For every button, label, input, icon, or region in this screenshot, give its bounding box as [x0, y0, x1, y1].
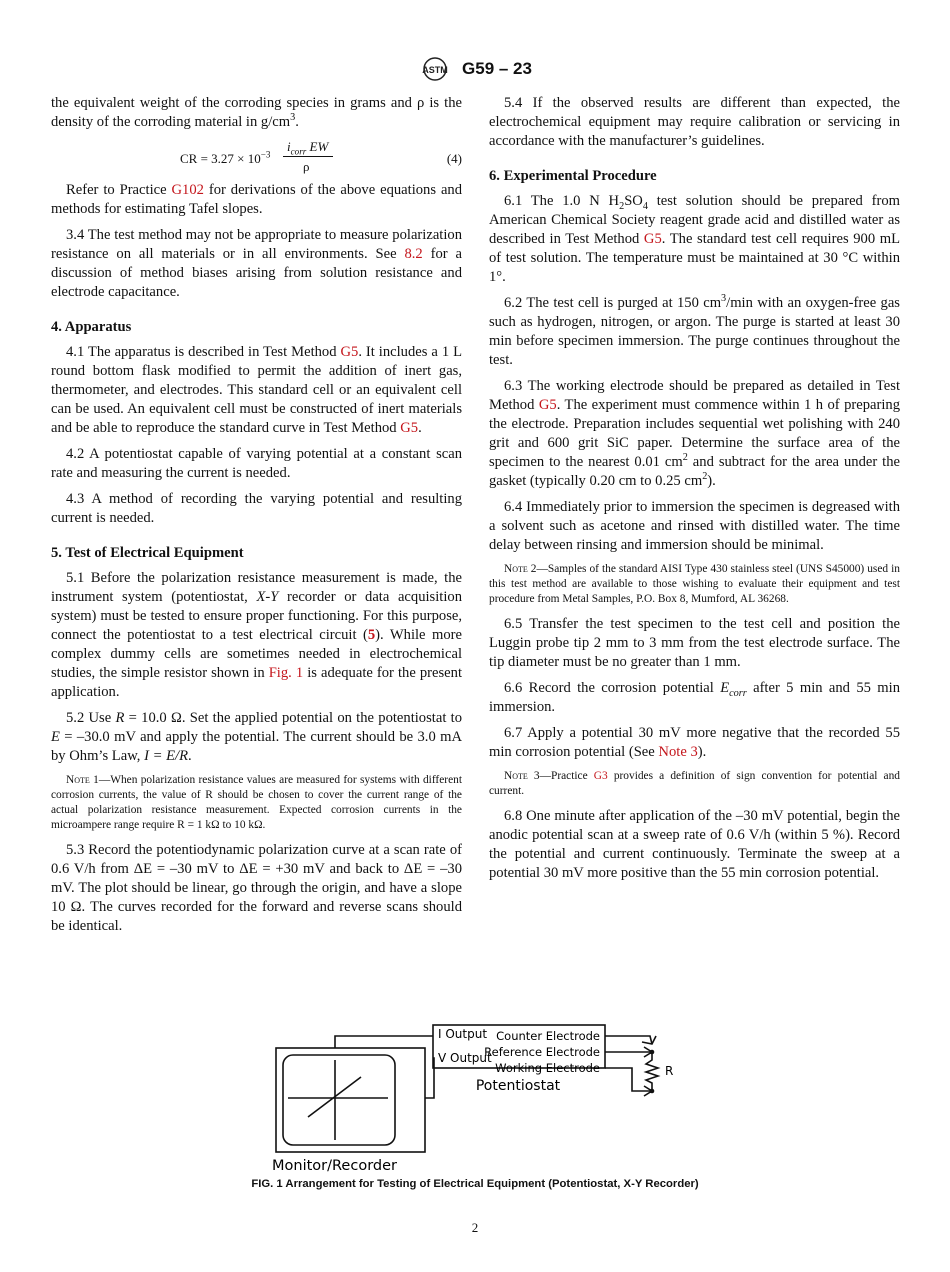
text-run: . The standard test cell requires 900 mL of test solution. The temperature must be maintained at 30 °C within 1°.	[489, 231, 900, 285]
text-run: recorder or data acquisition system) must be tested to ensure proper functioning. For this purpose, connect the potentiostat to a test electrical circuit (	[51, 589, 462, 643]
text-run: . It includes a 1 L round bottom flask modified to permit the addition of inert gas, thermometer, and electrodes. This standard cell or an equivalent cell can be used. An equivalent cell must be constructed of inert materials and be able to reproduce the standard curve in Test Method	[51, 344, 462, 436]
paragraph	[489, 294, 900, 370]
text-run: 3	[721, 293, 727, 305]
working-electrode-label: Working Electrode	[495, 1061, 600, 1075]
reference-link[interactable]: Note 3	[658, 744, 698, 760]
text-run: for a discussion of method biases arising from solution resistance and electrode capacitance.	[51, 246, 462, 300]
i-output-label: I Output	[438, 1027, 488, 1041]
note-label: Note 2	[504, 563, 537, 575]
text-run: 6.4 Immediately prior to immersion the specimen is degreased with a solvent such as acetone and rinsed with distilled water. The time delay between rinsing and immersion should be minimal.	[489, 499, 900, 553]
text-run: = 10.0 Ω. Set the applied potential on the potentiostat to	[124, 710, 462, 726]
paragraph	[489, 498, 900, 555]
text-run: .	[187, 748, 192, 764]
paragraph	[489, 377, 900, 491]
text-run: 6.8 One minute after application of the –30 mV potential, begin the anodic potential scan at a sweep rate of 0.6 V/h (within 5 %). Record the potential and current continuously. Terminate the sweep at a potential 30 mV more positive than the 55 min corrosion potential.	[489, 808, 900, 881]
paragraph	[489, 192, 900, 287]
text-run: provides a definition of sign convention for potential and current.	[489, 770, 900, 797]
eq-exponent: −3	[260, 149, 271, 160]
resistor-label: R	[665, 1064, 674, 1078]
text-run: 6.2 The test cell is purged at 150 cm	[504, 295, 722, 311]
text-run: ). While more complex dummy cells are sometimes needed in electrochemical studies, the simple resistor shown in	[51, 627, 463, 681]
paragraph	[489, 724, 900, 762]
text-run: /min with an oxygen-free gas such as hydrogen, nitrogen, or argon. The purge is started at least 30 min before specimen immersion. The purge continues throughout the test.	[489, 295, 900, 368]
text-run: I = E/R	[144, 748, 188, 764]
note-label: Note 3	[504, 770, 540, 782]
reference-electrode-label: Reference Electrode	[484, 1045, 600, 1059]
text-run: ).	[707, 473, 716, 489]
paragraph	[51, 181, 462, 219]
text-run: 4.2 A potentiostat capable of varying potential at a constant scan rate and measuring the current is needed.	[51, 446, 462, 481]
text-run: 5. Test of Electrical Equipment	[51, 545, 244, 561]
paragraph	[51, 490, 462, 528]
text-run: —Samples of the standard AISI Type 430 stainless steel (UNS S45000) used in this test method are available to those wishing to evaluate their equipment and test procedure from Metal Samples, P.O. Box 8, Mumford, AL 36268.	[489, 563, 900, 605]
text-run: X-Y	[256, 589, 279, 605]
page-header	[0, 56, 950, 82]
text-run: 2	[682, 452, 688, 464]
standard-designation: G59 – 23	[462, 59, 532, 78]
astm-logo-icon	[418, 56, 452, 82]
paragraph	[51, 445, 462, 483]
text-run: = –30.0 mV and apply the potential. The current should be 3.0 mA by Ohm’s Law,	[51, 729, 462, 764]
text-run: corr	[729, 687, 747, 699]
text-run: 5.1 Before the polarization resistance measurement is made, the instrument system (potentiostat,	[51, 570, 462, 605]
text-run: .	[295, 114, 299, 130]
monitor-recorder-label: Monitor/Recorder	[272, 1158, 397, 1174]
text-run: 5.4 If the observed results are different than expected, the electrochemical equipment may require calibration or servicing in accordance with the manufacturer’s guidelines.	[489, 95, 900, 149]
text-run: 5.3 Record the potentiodynamic polarization curve at a scan rate of 0.6 V/h from ΔE = –30 mV to ΔE = +30 mV and back to ΔE = –30 mV. The plot should be linear, go through the origin, and have a slope 10 Ω. The curves recorded for the forward and reverse scans should be identical.	[51, 842, 462, 934]
paragraph	[489, 807, 900, 883]
note-paragraph	[489, 562, 900, 607]
text-run: is adequate for the present application.	[51, 665, 462, 700]
left-column	[51, 94, 462, 943]
page-number: 2	[471, 1220, 479, 1235]
text-run: 4. Apparatus	[51, 319, 132, 335]
text-run: —When polarization resistance values are measured for systems with different corrosion currents, the value of R should be chosen to cover the current range of the actual polarization resistance measurement. Expected corrosion currents in the microampere range require R = 1 kΩ to 10 kΩ.	[51, 774, 462, 831]
eq-lhs: CR = 3.27 × 10	[180, 151, 261, 166]
reference-link[interactable]: G5	[643, 231, 662, 247]
text-run: for derivations of the above equations and methods for estimating Tafel slopes.	[51, 182, 463, 217]
right-column	[489, 94, 900, 890]
v-output-label: V Output	[438, 1051, 492, 1065]
figure-1-diagram	[260, 1018, 700, 1178]
text-run: 4.3 A method of recording the varying potential and resulting current is needed.	[51, 491, 462, 526]
reference-link[interactable]: G5	[538, 397, 557, 413]
potentiostat-label: Potentiostat	[475, 1078, 561, 1094]
eq-i: i	[287, 139, 291, 154]
monitor-outer-box	[276, 1048, 425, 1152]
text-run: 6.5 Transfer the test specimen to the test cell and position the Luggin probe tip 2 mm to 3 mm from the test electrode surface. The tip diameter must be no greater than 1 mm.	[489, 616, 900, 670]
counter-electrode-label: Counter Electrode	[496, 1029, 600, 1043]
section-heading	[489, 167, 900, 186]
text-run: SO	[624, 193, 643, 209]
text-run: 6.3 The working electrode should be prepared as detailed in Test Method	[489, 378, 900, 413]
text-run: 3	[290, 112, 296, 124]
text-run: —Practice	[539, 770, 594, 782]
text-run: 2	[702, 471, 708, 483]
paragraph	[51, 841, 462, 936]
text-run: 3.4 The test method may not be appropriate to measure polarization resistance on all materials or in all environments. See	[51, 227, 462, 262]
reference-link[interactable]: G5	[400, 420, 419, 436]
equation-number: (4)	[446, 151, 462, 166]
svg-text:ASTM: ASTM	[422, 65, 448, 75]
text-run: 6.6 Record the corrosion potential	[504, 680, 721, 696]
reference-link[interactable]: 8.2	[404, 246, 423, 262]
reference-link[interactable]: Fig. 1	[268, 665, 304, 681]
eq-ew: EW	[306, 139, 329, 154]
text-run: .	[418, 420, 422, 436]
text-run: after 5 min and 55 min immersion.	[489, 680, 900, 715]
paragraph	[489, 615, 900, 672]
text-run: E	[51, 729, 60, 745]
monitor-screen	[283, 1055, 395, 1145]
text-run: . The experiment must commence within 1 h of preparing the electrode. Preparation includes sequential wet polishing with 240 grit and 600 grit SiC paper. Determine the surface area of the specimen to the nearest 0.01 cm	[489, 397, 900, 470]
section-heading	[51, 544, 462, 563]
note-paragraph	[489, 769, 900, 799]
equation-4	[51, 139, 462, 175]
text-run: test solution should be prepared from American Chemical Society reagent grade acid and distilled water as described in Test Method	[489, 193, 900, 247]
note-paragraph	[51, 773, 462, 833]
paragraph	[51, 94, 462, 132]
paragraph	[489, 94, 900, 151]
paragraph	[51, 569, 462, 702]
text-run: 6.7 Apply a potential 30 mV more negative that the recorded 55 min corrosion potential (See	[489, 725, 900, 760]
text-run: 4	[642, 200, 648, 212]
text-run: and subtract for the area under the gasket (typically 0.20 cm to 0.25 cm	[489, 454, 900, 489]
text-run: the equivalent weight of the corroding species in grams and ρ is the density of the corroding material in g/cm	[51, 95, 462, 130]
figure-caption: FIG. 1 Arrangement for Testing of Electrical Equipment (Potentiostat, X-Y Recorder)	[251, 1178, 699, 1190]
text-run: ).	[697, 744, 707, 760]
text-run: 2	[619, 200, 625, 212]
note-label: Note 1	[66, 774, 99, 786]
text-run: 4.1 The apparatus is described in Test Method	[66, 344, 341, 360]
reference-link[interactable]: G3	[593, 770, 608, 782]
text-run: 6. Experimental Procedure	[489, 168, 657, 184]
paragraph	[489, 679, 900, 717]
text-run: Refer to Practice	[66, 182, 172, 198]
paragraph	[51, 709, 462, 766]
reference-link[interactable]: G5	[340, 344, 359, 360]
text-run: 5.2 Use	[66, 710, 116, 726]
paragraph	[51, 343, 462, 438]
reference-link[interactable]: G102	[171, 182, 204, 198]
paragraph	[51, 226, 462, 302]
text-run: R	[115, 710, 125, 726]
eq-denominator: ρ	[303, 159, 310, 174]
section-heading	[51, 318, 462, 337]
reference-link[interactable]: 5	[367, 627, 376, 643]
text-run: 6.1 The 1.0 N H	[504, 193, 620, 209]
text-run: E	[720, 680, 730, 696]
eq-corr: corr	[290, 146, 307, 157]
